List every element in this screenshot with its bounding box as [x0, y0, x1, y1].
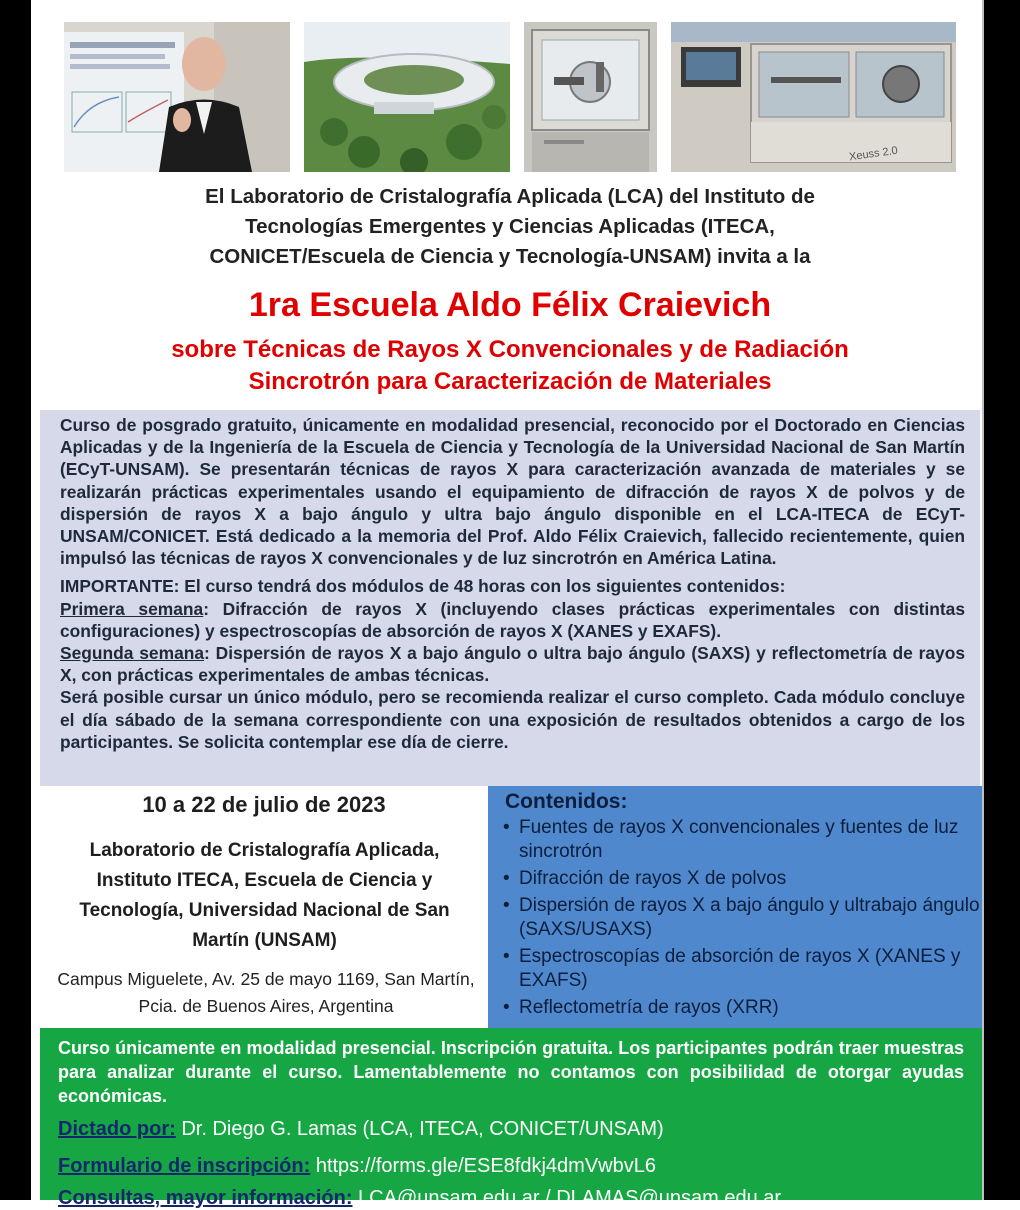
contact-line — [58, 1187, 781, 1210]
contents-list — [503, 816, 981, 1023]
contact-label: Consultas, mayor información: — [58, 1187, 353, 1209]
instructor-line — [58, 1118, 664, 1141]
description-paragraph: Curso de posgrado gratuito, únicamente en modalidad presencial, reconocido por el Doctorado en Ciencias Aplicadas y de la Ingeniería de la Escuela de Ciencia y Tecnología de la Universidad Nacional de San Martín (ECyT-UNSAM). Se presentarán técnicas de rayos X para caracterización avanzada de materiales y se realizarán prácticas experimentales usando el equipamiento de difracción de rayos X de polvos y de dispersión de rayos X a bajo ángulo y ultra bajo ángulo disponible en el LCA-ITECA de ECyT-UNSAM/CONICET. Está dedicado a la memoria del Prof. Aldo Félix Craievich, fallecido recientemente, quien impulsó las técnicas de rayos X convencionales y de luz sincrotrón en América Latina. — [60, 415, 965, 569]
contents-item: • Difracción de rayos X de polvos — [503, 867, 981, 891]
instructor-value: Dr. Diego G. Lamas (LCA, ITECA, CONICET/UNSAM) — [175, 1118, 664, 1140]
important-label: IMPORTANTE: — [60, 576, 180, 597]
footer-notice: Curso únicamente en modalidad presencial. Inscripción gratuita. Los participantes podrán traer muestras para analizar durante el curso. Lamentablemente no contamos con posibilidad de otorgar ayudas económicas. — [58, 1038, 964, 1106]
photo-xeuss-instrument — [671, 22, 956, 172]
photo-diffractometer — [524, 22, 657, 172]
week1-paragraph — [60, 598, 965, 642]
contents-item: • Fuentes de rayos X convencionales y fuentes de luz sincrotrón — [503, 816, 981, 864]
instructor-label: Dictado por: — [58, 1118, 176, 1140]
week2-paragraph — [60, 642, 965, 686]
contents-item: • Espectroscopías de absorción de rayos X (XANES y EXAFS) — [503, 945, 981, 993]
week1-label: Primera semana — [60, 598, 204, 619]
subtitle-line-1: sobre Técnicas de Rayos X Convencionales y de Radiación — [171, 336, 849, 363]
intro-line-2: Tecnologías Emergentes y Ciencias Aplicadas (ITECA, — [245, 215, 775, 238]
contact-email[interactable]: LCA@unsam.edu.ar / DLAMAS@unsam.edu.ar — [352, 1187, 782, 1209]
photo-speaker — [64, 22, 290, 172]
right-border — [984, 0, 1020, 1200]
event-campus: Campus Miguelete, Av. 25 de mayo 1169, San Martín, Pcia. de Buenos Aires, Argentina — [57, 969, 475, 1016]
form-label: Formulario de inscripción: — [58, 1155, 311, 1177]
subtitle-line-2: Sincrotrón para Caracterización de Materiales — [248, 368, 772, 395]
form-link[interactable]: https://forms.gle/ESE8fdkj4dmVwbvL6 — [310, 1155, 656, 1177]
week2-label: Segunda semana — [60, 643, 205, 664]
left-border — [0, 0, 31, 1200]
contents-item: • Dispersión de rayos X a bajo ángulo y ultrabajo ángulo (SAXS/USAXS) — [503, 894, 981, 942]
contents-title: Contenidos: — [505, 790, 628, 813]
intro-text — [40, 182, 980, 272]
week2-text: : Dispersión de rayos X a bajo ángulo o ultra bajo ángulo (SAXS) y reflectometría de rayos X, con prácticas experimentales de ambas técnicas. — [60, 643, 966, 686]
school-subtitle — [40, 334, 980, 398]
week1-text: : Difracción de rayos X (incluyendo clases prácticas experimentales con distintas configuraciones) y espectroscopías de absorción de rayos X (XANES y EXAFS). — [60, 598, 965, 641]
event-date: 10 a 22 de julio de 2023 — [142, 792, 386, 817]
important-text: El curso tendrá dos módulos de 48 horas con los siguientes contenidos: — [179, 576, 786, 597]
photo-synchrotron — [304, 22, 510, 172]
intro-line-1: El Laboratorio de Cristalografía Aplicada (LCA) del Instituto de — [205, 185, 815, 208]
contents-item: • Reflectometría de rayos (XRR) — [503, 996, 981, 1020]
school-title: 1ra Escuela Aldo Félix Craievich — [248, 286, 772, 324]
form-line — [58, 1155, 656, 1178]
description-text — [60, 414, 965, 753]
closing-paragraph: Será posible cursar un único módulo, pero se recomienda realizar el curso completo. Cada módulo concluye el día sábado de la semana correspondiente con una exposición de resultados obtenidos a cargo de los participantes. Se solicita contemplar ese día de cierre. — [60, 687, 965, 752]
important-paragraph — [60, 575, 965, 597]
intro-line-3: CONICET/Escuela de Ciencia y Tecnología-UNSAM) invita a la — [209, 245, 811, 268]
event-place: Laboratorio de Cristalografía Aplicada, Instituto ITECA, Escuela de Ciencia y Tecnología, Universidad Nacional de San Martín (UNSAM) — [79, 840, 450, 951]
instrument-label: Xeuss 2.0 — [848, 144, 899, 164]
